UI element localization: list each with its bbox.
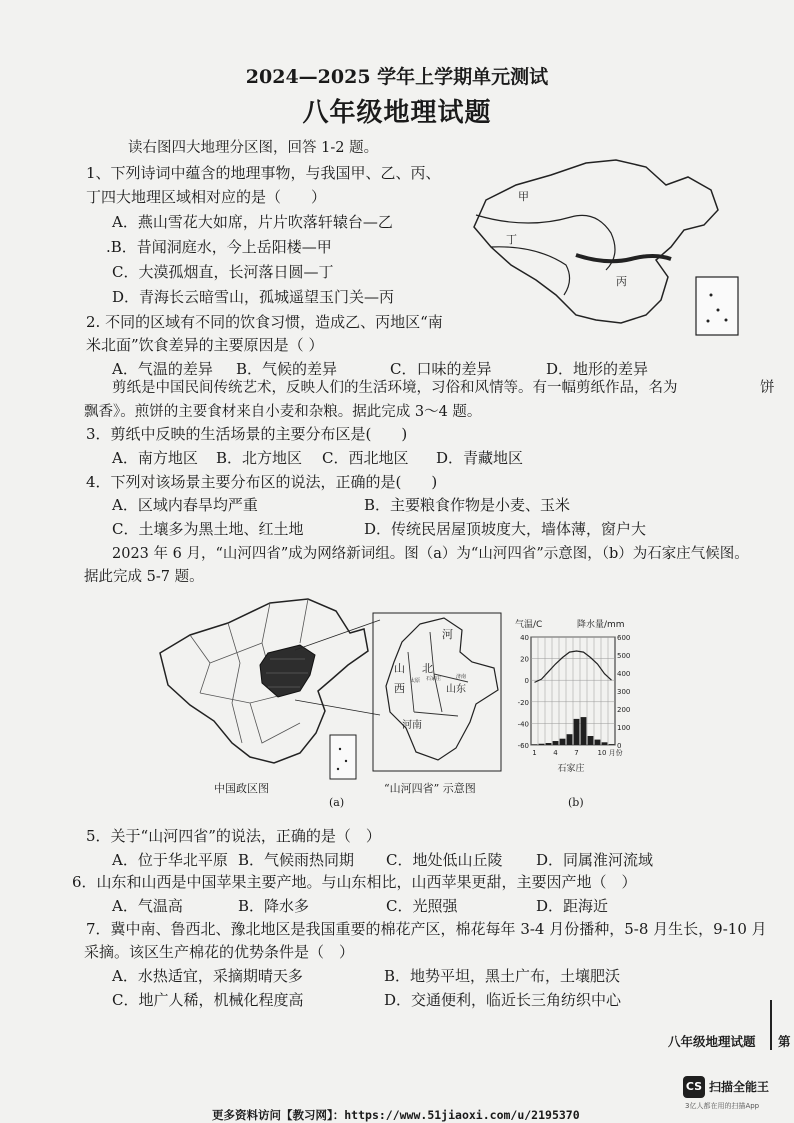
q7-option-a: A．水热适宜，采摘期晴天多 [112,967,303,985]
month-tick-label: 4 [553,749,558,757]
q4-option-c: C．土壤多为黑土地、红土地 [112,520,304,538]
precipitation-bar [602,742,608,745]
shanhe-four-provinces-map [372,612,502,772]
precipitation-bar [553,741,559,745]
four-regions-map [456,155,756,345]
q4-stem: 4．下列对该场景主要分布区的说法，正确的是( ) [86,473,438,491]
label-shan: 山 [394,662,405,675]
q4-option-b: B．主要粮食作物是小麦、玉米 [364,496,571,514]
precipitation-bar [609,744,615,745]
q3-option-b: B．北方地区 [216,449,303,467]
footer-page-tail: 第 [778,1034,791,1049]
south-sea-inset [696,277,738,335]
q1-option-b: .B．昔闻洞庭水，今上岳阳楼—甲 [106,238,332,256]
label-taiyuan: 太原 [410,678,421,684]
q3-option-a: A．南方地区 [112,449,198,467]
q1-stem-line2: 丁四大地理区域相对应的是（ ） [86,188,327,206]
temperature-tick-label: 0 [524,677,529,686]
temperature-tick-label: 20 [520,655,529,664]
section3-intro-line2: 据此完成 5-7 题。 [84,569,204,585]
q2-option-c: C．口味的差异 [390,360,492,378]
q1-option-c: C．大漠孤烟直，长河落日圆—丁 [112,263,334,281]
exam-title-line1: 2024—2025 学年上学期单元测试 [245,66,549,88]
precipitation-bar [532,744,538,745]
q1-option-d: D．青海长云暗雪山，孤城遥望玉门关—丙 [112,288,395,306]
figure-a-label: (a) [329,796,345,809]
precipitation-tick-label: 300 [617,688,631,696]
q2-option-a: A．气温的差异 [112,360,213,378]
q7-stem-line1: 7．冀中南、鲁西北、豫北地区是我国重要的棉花产区，棉花每年 3-4 月份播种，5-8 月生长，9-10 月 [86,920,767,938]
q5-option-d: D．同属淮河流域 [536,851,654,869]
map-caption-shanhe: “山河四省” 示意图 [384,782,476,795]
temperature-tick-label: 40 [520,634,529,642]
precipitation-bar [539,744,545,745]
axis-label-temperature: 气温/C [515,620,543,630]
precipitation-bar [581,717,587,745]
q5-stem: 5．关于“山河四省”的说法，正确的是（ ） [86,827,381,845]
label-jinan: 济南 [456,674,467,680]
precipitation-tick-label: 100 [617,724,631,732]
precipitation-tick-label: 200 [617,706,631,714]
map-label-bing: 丙 [616,275,627,288]
label-shandong: 山东 [446,684,466,695]
precipitation-tick-label: 500 [617,652,631,660]
q1-option-a: A．燕山雪花大如席，片片吹落轩辕台—乙 [112,213,393,231]
precipitation-tick-label: 400 [617,670,631,678]
scanner-app-name: 扫描全能王 [709,1080,770,1094]
q5-option-a: A．位于华北平原 [112,851,228,869]
q2-option-d: D．地形的差异 [546,360,649,378]
q1-stem-line1: 1、下列诗词中蕴含的地理事物，与我国甲、乙、丙、 [86,164,441,182]
month-tick-label: 7 [574,749,579,757]
figure-b-label: (b) [568,796,584,809]
map-label-ding: 丁 [506,233,517,246]
temperature-tick-label: -60 [517,742,529,750]
q5-option-c: C．地处低山丘陵 [386,851,503,869]
section3-intro-line1: 2023 年 6 月，“山河四省”成为网络新词组。图（a）为“山河四省”示意图，（b）为石家庄气候图。 [112,546,749,562]
q6-option-d: D．距海近 [536,897,609,915]
q3-option-d: D．青藏地区 [436,449,524,467]
region-boundary-ding [491,247,570,295]
q6-option-b: B．降水多 [238,897,310,915]
section2-intro-line1: 剪纸是中国民间传统艺术，反映人们的生活环境，习俗和风情等。有一幅剪纸作品，名为 [112,380,678,396]
month-tick-label: 10 月份 [597,749,623,757]
label-xi: 西 [394,682,405,695]
resource-link[interactable]: 更多资料访问【教习网】：https://www.51jiaoxi.com/u/2195370 [212,1108,580,1122]
q6-stem: 6．山东和山西是中国苹果主要产地。与山东相比，山西苹果更甜，主要因产地（ ） [72,873,637,891]
chart-city-label: 石家庄 [557,764,585,774]
section1-intro: 读右图四大地理分区图，回答 1-2 题。 [128,140,379,156]
south-sea-inset-small [330,735,356,779]
scanner-tagline: 3亿人都在用的扫描App [685,1102,760,1110]
q6-option-a: A．气温高 [112,897,183,915]
label-bei: 北 [422,662,433,675]
q2-stem-line1: 2. 不同的区域有不同的饮食习惯，造成乙、丙地区“南 [86,313,443,331]
section2-intro-tail: 饼 [760,380,775,396]
precipitation-tick-label: 0 [617,742,622,750]
page-edge-line [770,1000,772,1050]
q6-option-c: C．光照强 [386,897,458,915]
axis-label-precipitation: 降水量/mm [577,620,625,630]
shijiazhuang-climate-chart [505,615,645,785]
q4-option-d: D．传统民居屋顶坡度大，墙体薄，窗户大 [364,520,647,538]
precipitation-bar [560,739,566,745]
temperature-tick-label: -40 [517,720,529,729]
exam-title-line2: 八年级地理试题 [302,98,492,128]
q7-option-d: D．交通便利，临近长三角纺织中心 [384,991,622,1009]
q5-option-b: B．气候雨热同期 [238,851,355,869]
q7-option-b: B．地势平坦，黑土广布，土壤肥沃 [384,967,621,985]
precipitation-bar [595,740,601,745]
label-henan: 河南 [402,720,422,731]
section2-intro-line2: 飘香》。煎饼的主要食材来自小麦和杂粮。据此完成 3～4 题。 [84,404,482,420]
precipitation-bar [588,736,594,745]
q3-option-c: C．西北地区 [322,449,409,467]
label-shijiazhuang: 石家庄 [426,676,442,682]
temperature-tick-label: -20 [517,698,529,707]
q2-option-b: B．气候的差异 [236,360,338,378]
map-label-jia: 甲 [518,190,529,203]
q7-option-c: C．地广人稀，机械化程度高 [112,991,304,1009]
q4-option-a: A．区域内春旱均严重 [112,496,258,514]
precipitation-tick-label: 600 [617,634,631,642]
region-boundary-jia [476,215,615,270]
precipitation-bar [567,734,573,745]
precipitation-bar [574,719,580,745]
q3-stem: 3．剪纸中反映的生活场景的主要分布区是( ) [86,425,408,443]
precipitation-bar [546,743,552,745]
q2-stem-line2: 米北面”饮食差异的主要原因是（ ） [86,336,324,354]
q7-stem-line2: 采摘。该区生产棉花的优势条件是（ ） [84,943,355,961]
footer-page-title: 八年级地理试题 [668,1034,756,1049]
map-caption-china: 中国政区图 [214,782,269,795]
month-tick-label: 1 [532,749,537,757]
label-he: 河 [442,628,453,641]
scanner-logo-icon: CS [683,1076,705,1098]
